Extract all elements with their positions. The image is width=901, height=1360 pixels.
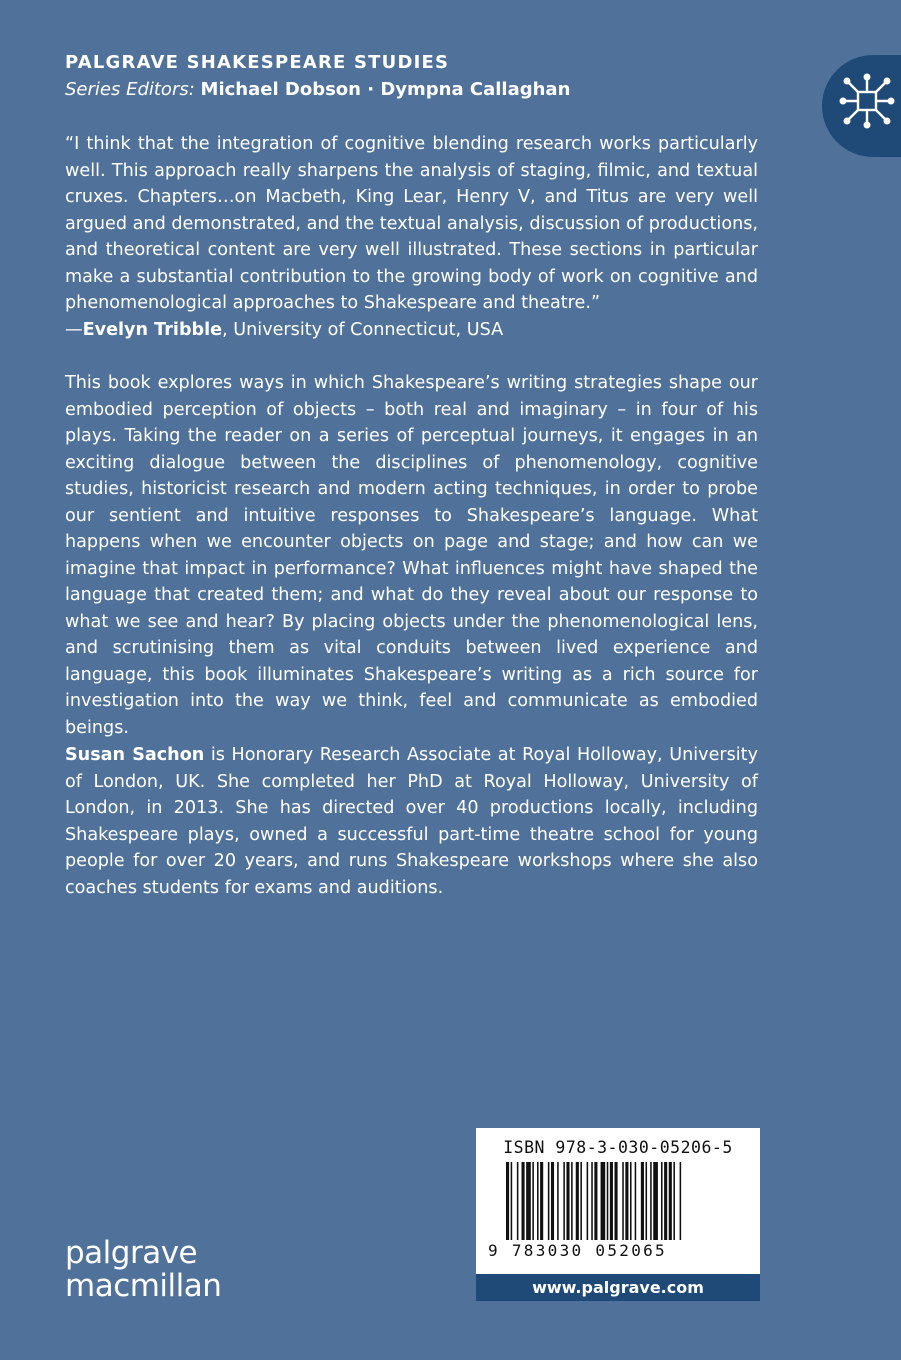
barcode-stripe: [563, 1162, 565, 1240]
palgrave-macmillan-logo: [65, 1237, 221, 1303]
barcode-stripe: [532, 1162, 534, 1240]
barcode-stripe: [576, 1162, 579, 1240]
barcode-stripe: [517, 1162, 519, 1240]
barcode-stripe: [622, 1162, 624, 1240]
barcode-stripe: [594, 1162, 597, 1240]
endorsement-quote: “I think that the integration of cognitive blending research works particularly well. This approach really sharpens the analysis of staging, filmic, and textual cruxes. Chapters…on Macbeth, King Lear, Henry V, and Titus are very well argued and demonstrated, and the textual analysis, discussion of productions, and theoretical content are very well illustrated. These sections in particular make a substantial contribution to the growing body of work on cognitive and phenomenological approaches to Shakespeare and theatre.”: [65, 134, 758, 313]
barcode-stripe: [540, 1162, 543, 1240]
barcode-stripe: [511, 1162, 513, 1240]
barcode-stripe: [646, 1162, 648, 1240]
network-node-icon: [836, 70, 898, 132]
barcode-stripe: [580, 1162, 582, 1240]
logo-line-macmillan: macmillan: [65, 1268, 222, 1304]
book-description: This book explores ways in which Shakespeare’s writing strategies shape our embodied perception of objects – both real and imaginary – in four of his plays. Taking the reader on a series of perceptual journeys, it engages in an exciting dialogue between the disciplines of phenomenology, cognitive studies, historicist research and modern acting techniques, in order to probe our sentient and intuitive responses to Shakespeare’s language. What happens when we encounter objects on page and stage; and how can we imagine that impact in performance? What influences might have shaped the language that created them; and what do they reveal about our response to what we see and hear? By placing objects under the phenomenological lens, and scrutinising them as vital conduits between lived experience and language, this book illuminates Shakespeare’s writing as a rich source for investigation into the way we think, feel and communicate as embodied beings.: [65, 373, 758, 738]
author-name: Susan Sachon: [65, 745, 205, 765]
barcode-stripe: [522, 1162, 525, 1240]
palgrave-badge: [822, 55, 901, 157]
barcode-stripe: [661, 1162, 663, 1240]
barcode-stripe: [566, 1162, 569, 1240]
quote-attribution: [65, 317, 503, 344]
series-editors-names: Michael Dobson · Dympna Callaghan: [200, 79, 571, 100]
barcode-stripe: [557, 1162, 559, 1240]
isbn-text: ISBN 978-3-030-05206-5: [503, 1138, 733, 1157]
ean-text: 9 783030 052065: [488, 1241, 667, 1260]
barcode-stripe: [641, 1162, 644, 1240]
barcode-stripe: [610, 1162, 613, 1240]
barcode-stripe: [635, 1162, 637, 1240]
attribution-affiliation: , University of Connecticut, USA: [222, 320, 504, 340]
barcode-stripe: [650, 1162, 652, 1240]
barcode-stripe: [680, 1162, 682, 1240]
barcode-stripe: [664, 1162, 667, 1240]
barcode-stripe: [673, 1162, 675, 1240]
barcode-stripe: [653, 1162, 658, 1240]
barcode-stripe: [526, 1162, 531, 1240]
barcode-stripe: [591, 1162, 593, 1240]
barcode-stripe: [607, 1162, 609, 1240]
attribution-dash: —: [65, 320, 83, 340]
logo-line-palgrave: palgrave: [65, 1235, 198, 1271]
barcode-stripe: [587, 1162, 589, 1240]
author-bio-text: is Honorary Research Associate at Royal Holloway, University of London, UK. She completed her PhD at Royal Holloway, University of London, in 2013. She has directed over 40 productions locally, including Shakespeare plays, owned a successful part-time theatre school for young people for over 20 years, and runs Shakespeare workshops where she also coaches students for exams and auditions.: [65, 745, 758, 898]
barcode-stripe: [615, 1162, 618, 1240]
attribution-author: Evelyn Tribble: [82, 320, 223, 340]
barcode-stripe: [548, 1162, 550, 1240]
publisher-url: www.palgrave.com: [476, 1274, 760, 1301]
barcode-stripe: [571, 1162, 573, 1240]
barcode-stripe: [551, 1162, 554, 1240]
author-bio: [65, 742, 758, 901]
barcode-stripe: [601, 1162, 606, 1240]
barcode-stripe: [506, 1162, 509, 1240]
barcode-stripe: [537, 1162, 539, 1240]
barcode-image: [506, 1162, 730, 1242]
series-title: PALGRAVE SHAKESPEARE STUDIES: [65, 52, 450, 73]
series-editors-label: Series Editors:: [65, 79, 195, 100]
barcode-stripe: [630, 1162, 632, 1240]
series-editors: [65, 79, 570, 100]
barcode-box: [476, 1128, 760, 1274]
barcode-stripe: [625, 1162, 628, 1240]
barcode-stripe: [669, 1162, 672, 1240]
